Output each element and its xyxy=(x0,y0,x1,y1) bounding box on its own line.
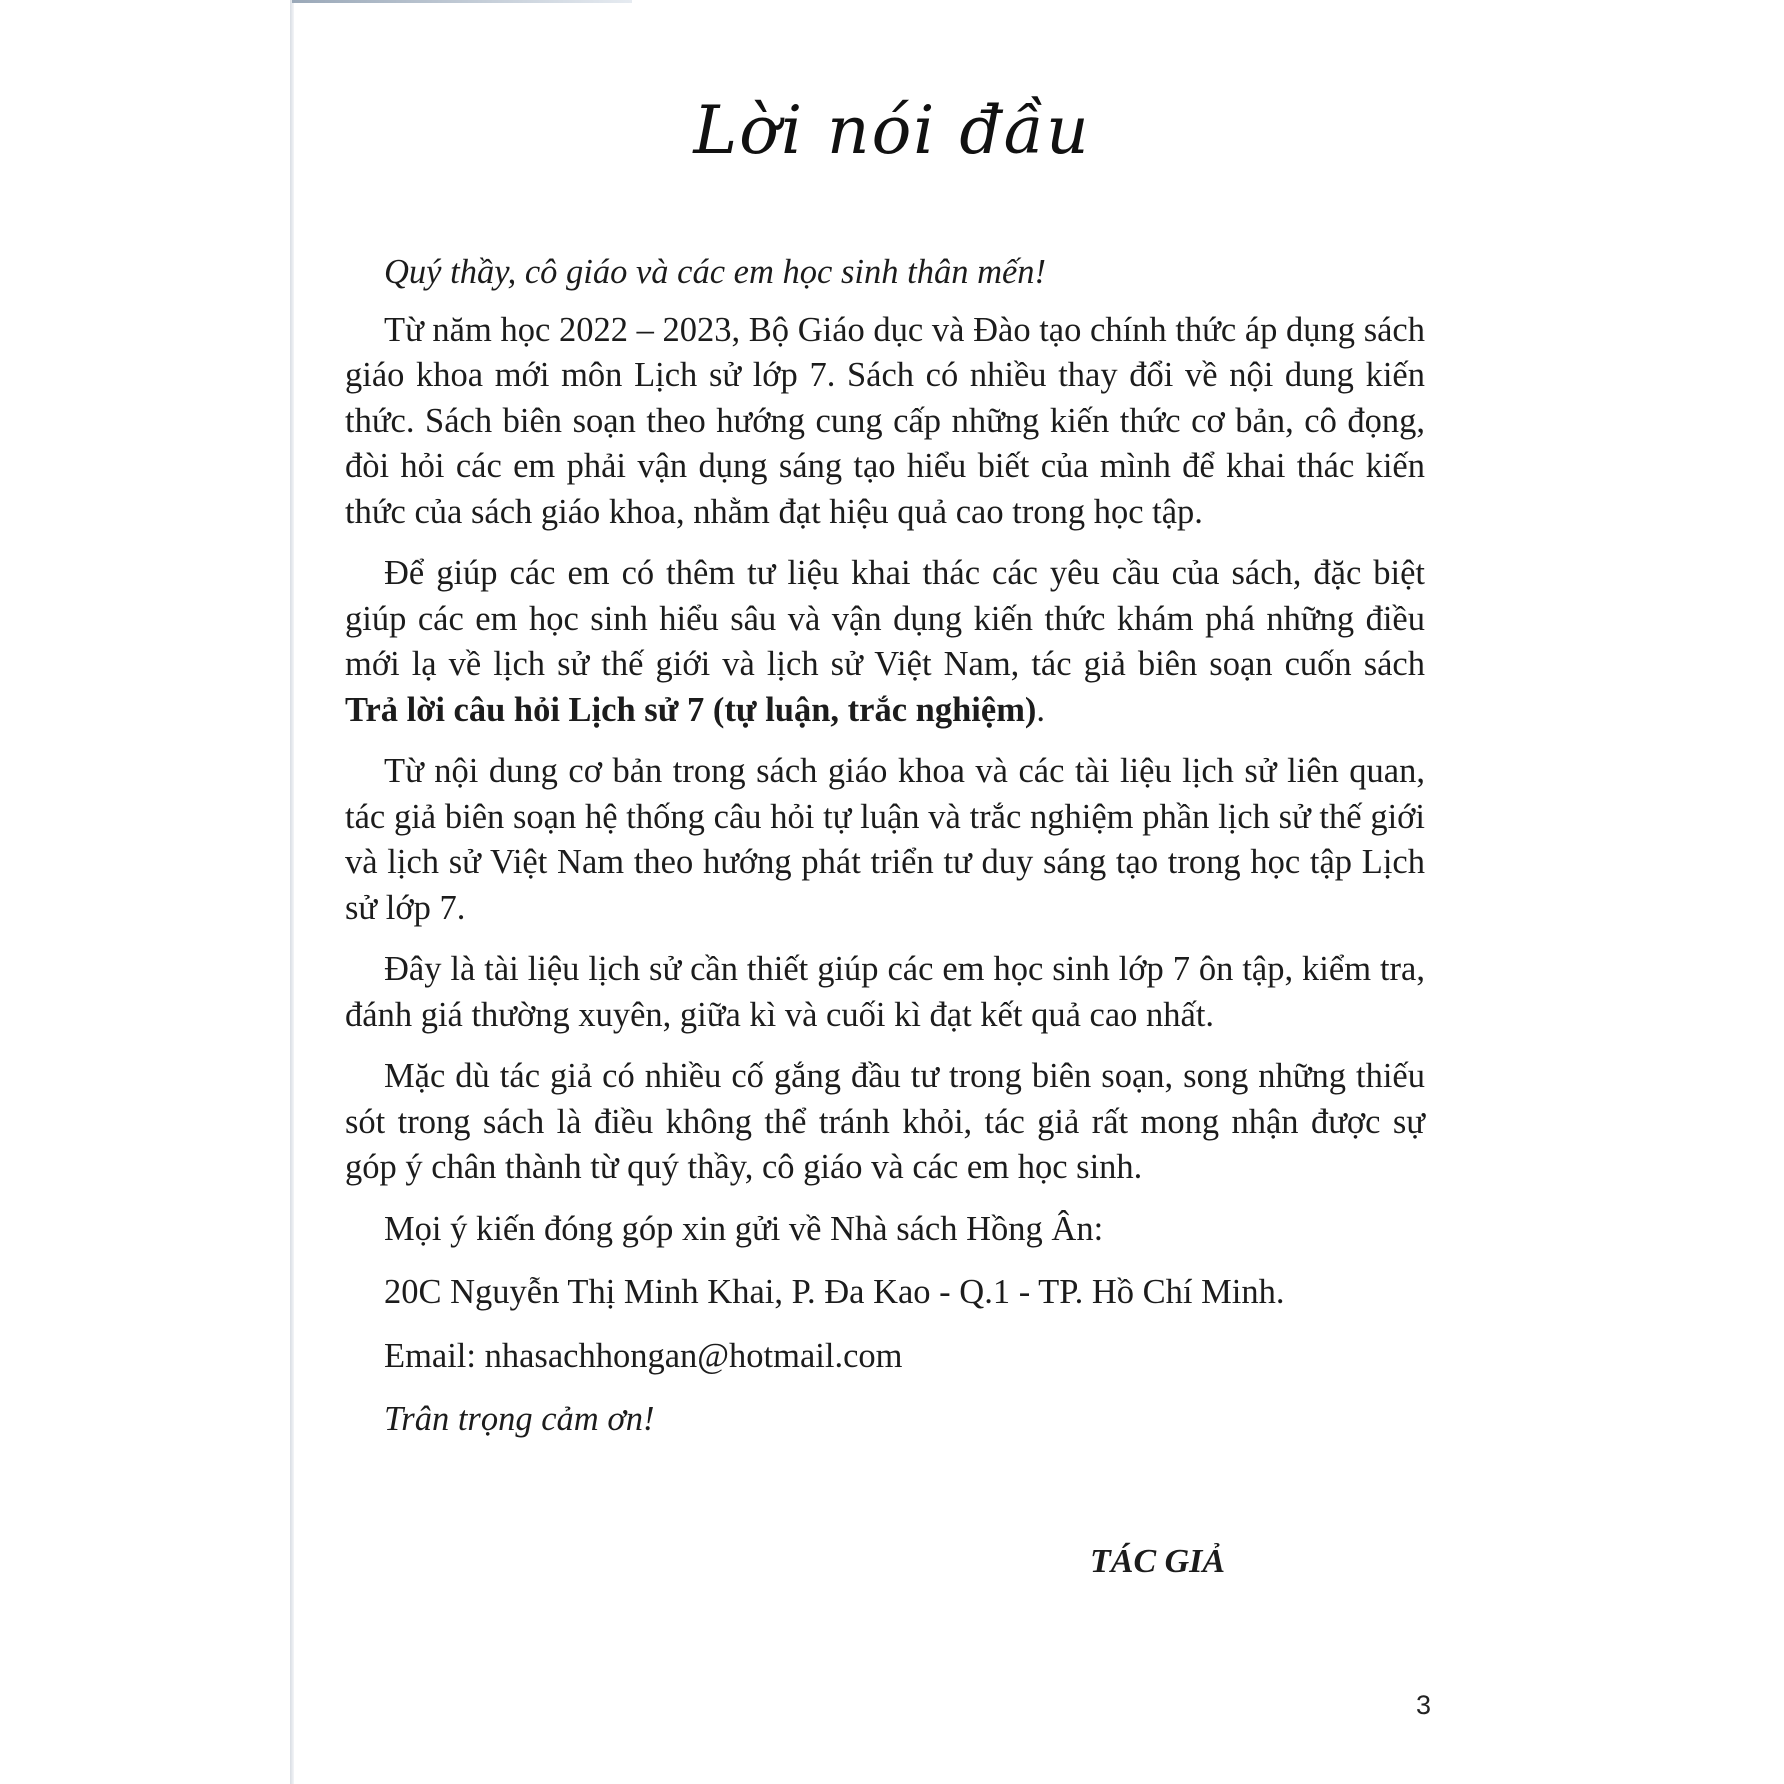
page-title: Lời nói đầu xyxy=(693,92,1091,169)
paragraph-4: Đây là tài liệu lịch sử cần thiết giúp các em học sinh lớp 7 ôn tập, kiểm tra, đánh giá thường xuyên, giữa kì và cuối kì đạt kết quả cao nhất. xyxy=(345,950,1425,1034)
paragraph-3: Từ nội dung cơ bản trong sách giáo khoa và các tài liệu lịch sử liên quan, tác giả biên soạn hệ thống câu hỏi tự luận và trắc nghiệm phần lịch sử thế giới và lịch sử Việt Nam theo hướng phát triển tư duy sáng tạo trong học tập Lịch sử lớp 7. xyxy=(345,752,1425,927)
paragraph-2-text: Để giúp các em có thêm tư liệu khai thác các yêu cầu của sách, đặc biệt giúp các em học sinh hiểu sâu và vận dụng kiến thức khám phá những điều mới lạ về lịch sử thế giới và lịch sử Việt Nam, tác giả biên soạn cuốn sách xyxy=(345,554,1425,683)
preface-body xyxy=(345,250,1425,1459)
page-top-edge xyxy=(292,0,632,3)
paragraph-5: Mặc dù tác giả có nhiều cố gắng đầu tư trong biên soạn, song những thiếu sót trong sách là điều không thể tránh khỏi, tác giả rất mong nhận được sự góp ý chân thành từ quý thầy, cô giáo và các em học sinh. xyxy=(345,1057,1425,1186)
page-edge-shadow xyxy=(290,0,294,1784)
contact-intro: Mọi ý kiến đóng góp xin gửi về Nhà sách Hồng Ân: xyxy=(384,1209,1104,1248)
thanks-line: Trân trọng cảm ơn! xyxy=(384,1400,655,1438)
contact-email: Email: nhasachhongan@hotmail.com xyxy=(384,1336,903,1375)
paragraph-2 xyxy=(345,551,1425,733)
contact-address: 20C Nguyễn Thị Minh Khai, P. Đa Kao - Q.1 - TP. Hồ Chí Minh. xyxy=(384,1273,1285,1311)
author-signature: TÁC GIẢ xyxy=(1090,1543,1226,1580)
paragraph-2-end: . xyxy=(1036,690,1046,729)
page-number: 3 xyxy=(1416,1690,1432,1720)
paragraph-1: Từ năm học 2022 – 2023, Bộ Giáo dục và Đào tạo chính thức áp dụng sách giáo khoa mới môn Lịch sử lớp 7. Sách có nhiều thay đổi về nội dung kiến thức. Sách biên soạn theo hướng cung cấp những kiến thức cơ bản, cô đọng, đòi hỏi các em phải vận dụng sáng tạo hiểu biết của mình để khai thác kiến thức của sách giáo khoa, nhằm đạt hiệu quả cao trong học tập. xyxy=(345,310,1425,531)
greeting-line: Quý thầy, cô giáo và các em học sinh thân mến! xyxy=(384,253,1047,291)
book-title-bold: Trả lời câu hỏi Lịch sử 7 (tự luận, trắc nghiệm) xyxy=(345,690,1037,729)
